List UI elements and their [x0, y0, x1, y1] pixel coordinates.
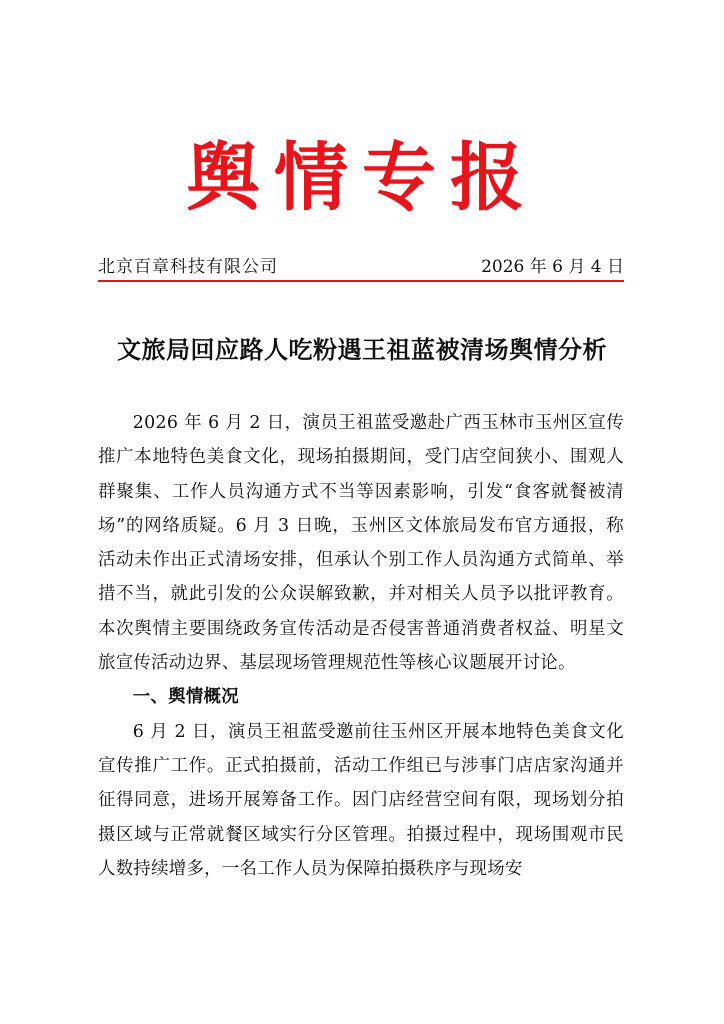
section-paragraph-overview: 6 月 2 日，演员王祖蓝受邀前往玉州区开展本地特色美食文化宣传推广工作。正式拍摄前，活动工作组已与涉事门店店家沟通并征得同意，进场开展筹备工作。因门店经营空间有限，现场划分拍摄区域与正常就餐区域实行分区管理。拍摄过程中，现场围观市民人数持续增多，一名工作人员为保障拍摄秩序与现场安 — [98, 721, 624, 879]
intro-paragraph: 2026 年 6 月 2 日，演员王祖蓝受邀赴广西玉林市玉州区宣传推广本地特色美食文化，现场拍摄期间，受门店空间狭小、围观人群聚集、工作人员沟通方式不当等因素影响，引发“食客就餐被清场”的网络质疑。6 月 3 日晚，玉州区文体旅局发布官方通报，称活动未作出正式清场安排，但承认个别工作人员沟通方式简单、举措不当，就此引发的公众误解致歉，并对相关人员予以批评教育。本次舆情主要围绕政务宣传活动是否侵害普通消费者权益、明星文旅宣传活动边界、基层现场管理规范性等核心议题展开讨论。 — [98, 413, 624, 674]
issuer-row — [98, 255, 624, 279]
masthead-title: 舆情专报 — [186, 135, 538, 221]
issuer-name: 北京百章科技有限公司 — [98, 257, 278, 277]
section-heading-overview: 一、舆情概况 — [132, 687, 239, 708]
document-body — [98, 406, 624, 886]
header-divider — [98, 280, 624, 282]
issue-date: 2026 年 6 月 4 日 — [481, 257, 624, 277]
document-title: 文旅局回应路人吃粉遇王祖蓝被清场舆情分析 — [117, 335, 607, 364]
